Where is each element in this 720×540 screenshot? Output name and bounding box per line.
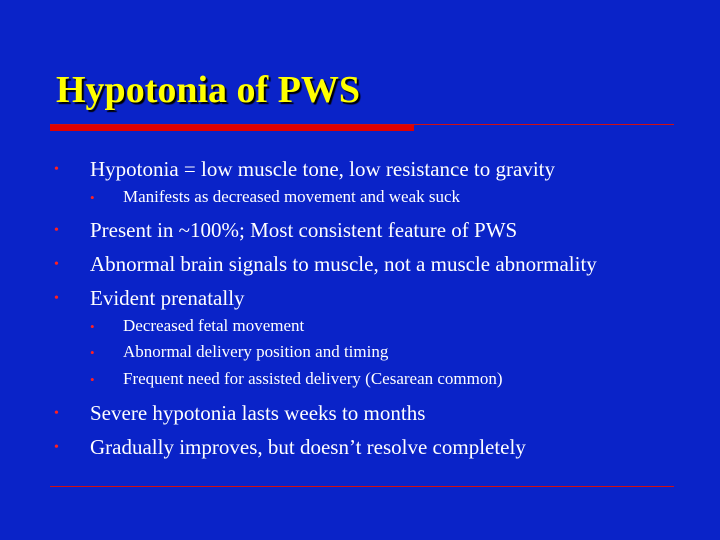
bullet-icon: • [90, 190, 95, 205]
bullet-text: Severe hypotonia lasts weeks to months [90, 401, 426, 425]
sub-bullet-text: Decreased fetal movement [123, 316, 305, 335]
bullet-icon: • [54, 406, 59, 421]
sub-bullet-text: Manifests as decreased movement and weak suck [123, 187, 461, 206]
footer-rule [50, 486, 674, 487]
bullet-text: Gradually improves, but doesn’t resolve completely [90, 435, 526, 459]
bullet-text: Evident prenatally [90, 286, 245, 310]
slide-title: Hypotonia of PWS [56, 69, 361, 111]
bullet-text: Abnormal brain signals to muscle, not a muscle abnormality [90, 252, 597, 276]
sub-bullet-text: Frequent need for assisted delivery (Cesarean common) [123, 369, 503, 388]
bullet-icon: • [90, 372, 95, 387]
sub-bullet-text: Abnormal delivery position and timing [123, 342, 389, 361]
bullet-icon: • [54, 291, 59, 306]
bullet-icon: • [54, 257, 59, 272]
bullet-text: Present in ~100%; Most consistent feature of PWS [90, 218, 518, 242]
bullet-icon: • [54, 223, 59, 238]
bullet-icon: • [54, 162, 59, 177]
bullet-icon: • [54, 440, 59, 455]
bullet-icon: • [90, 345, 95, 360]
bullet-icon: • [90, 319, 95, 334]
bullet-text: Hypotonia = low muscle tone, low resistance to gravity [90, 157, 555, 181]
